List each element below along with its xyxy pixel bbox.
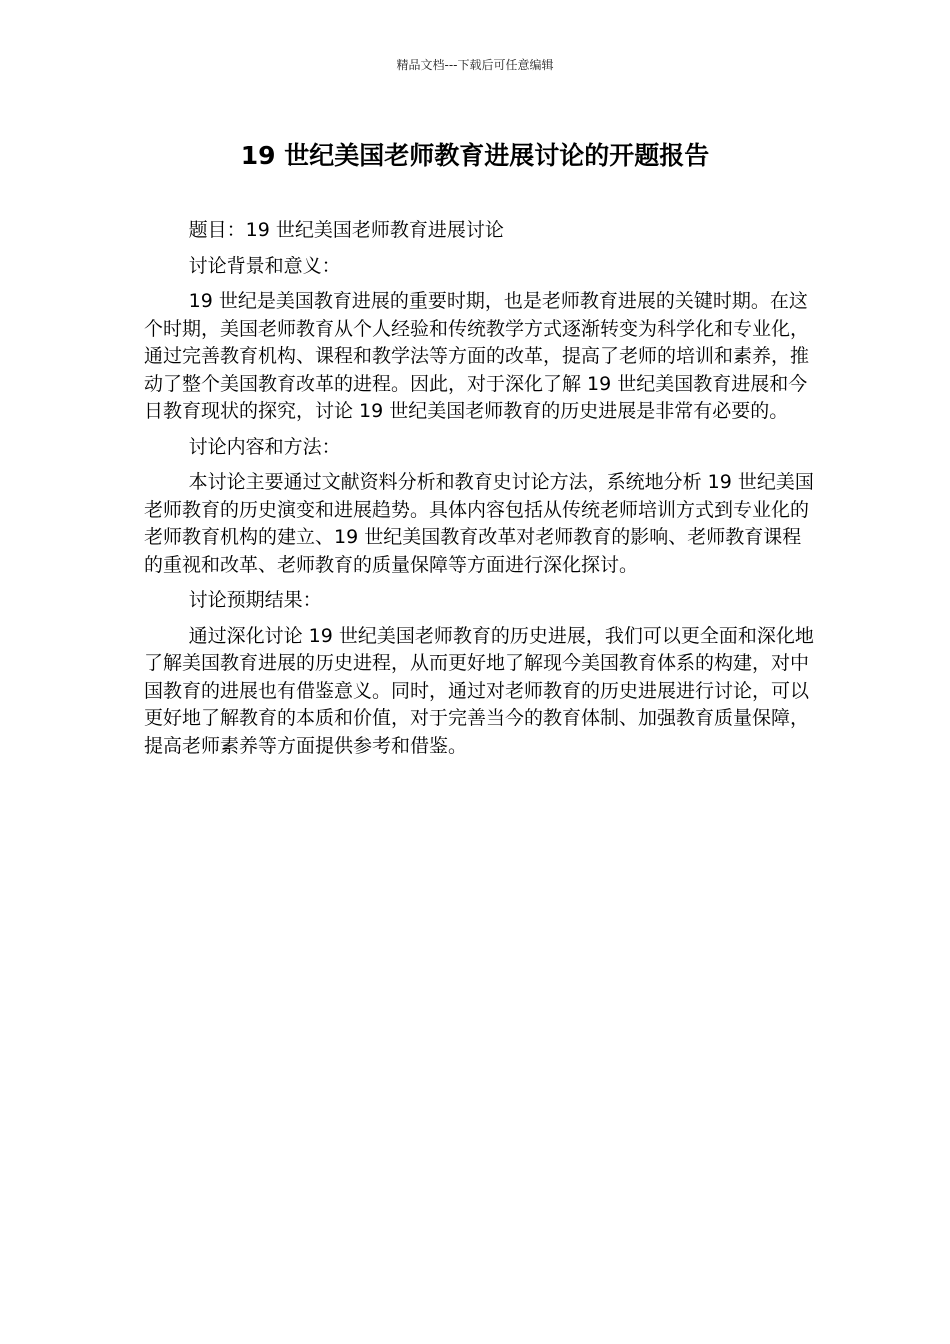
results-heading: 讨论预期结果： [188,589,322,611]
background-paragraph: 19 世纪是美国教育进展的重要时期，也是老师教育进展的关键时期。在这个时期，美国老师教育从个人经验和传统教学方式逐渐转变为科学化和专业化，通过完善教育机构、课程和教学法等方面的改革，提高了老师的培训和素养，推动了整个美国教育改革的进程。因此，对于深化了解 19 世纪美国教育进展和今日教育现状的探究，讨论 19 世纪美国老师教育的历史进展是非常有必要的。 [144,290,810,422]
topic-line: 题目：19 世纪美国老师教育进展讨论 [188,219,504,241]
methods-paragraph: 本讨论主要通过文献资料分析和教育史讨论方法，系统地分析 19 世纪美国老师教育的历史演变和进展趋势。具体内容包括从传统老师培训方式到专业化的老师教育机构的建立、19 世纪美国教育改革对老师教育的影响、老师教育课程的重视和改革、老师教育的质量保障等方面进行深化探讨。 [144,471,814,576]
page-header-note: 精品文档---下载后可任意编辑 [396,58,554,72]
document-title: 19 世纪美国老师教育进展讨论的开题报告 [240,141,710,170]
document-body [144,217,814,760]
background-heading: 讨论背景和意义： [188,254,341,277]
methods-heading: 讨论内容和方法： [188,435,341,458]
results-paragraph: 通过深化讨论 19 世纪美国老师教育的历史进展，我们可以更全面和深化地了解美国教育进展的历史进程，从而更好地了解现今美国教育体系的构建，对中国教育的进展也有借鉴意义。同时，通过对老师教育的历史进展进行讨论，可以更好地了解教育的本质和价值，对于完善当今的教育体制、加强教育质量保障，提高老师素养等方面提供参考和借鉴。 [144,624,814,757]
